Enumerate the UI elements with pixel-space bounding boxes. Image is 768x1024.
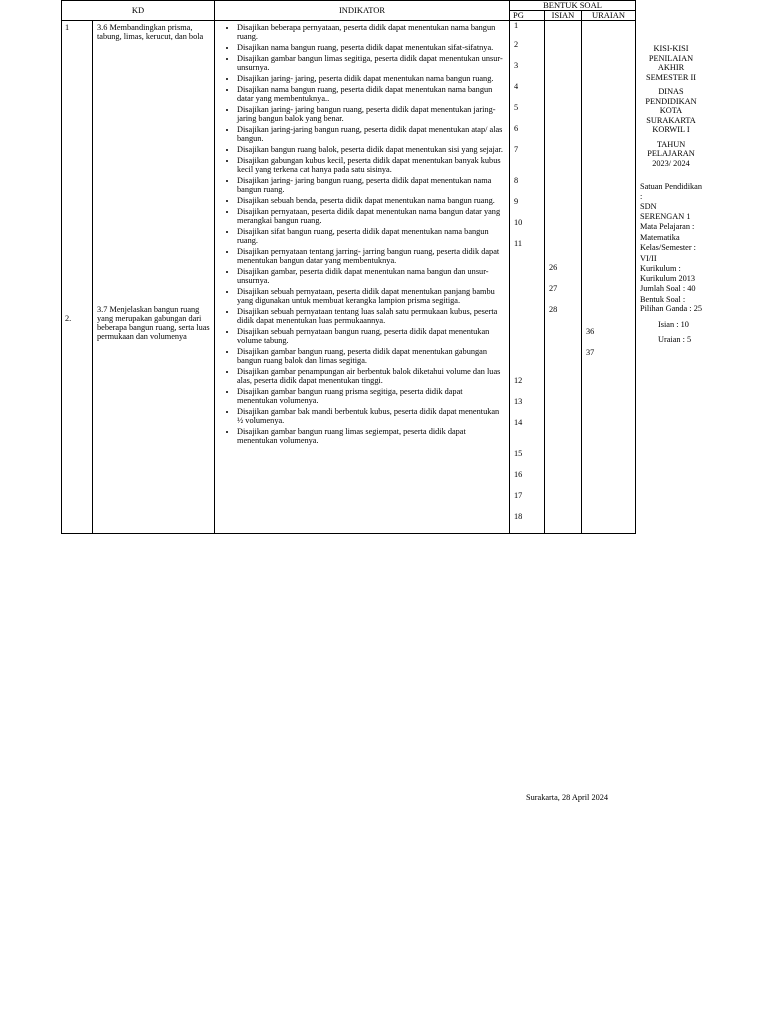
isian-column <box>545 21 582 534</box>
uraian-number: 36 <box>586 327 595 336</box>
signature-place-date: Surakarta, 28 April 2024 <box>526 793 609 802</box>
pg-number: 14 <box>514 418 523 427</box>
pg-number: 12 <box>514 376 523 385</box>
kd-header: KD <box>62 1 215 21</box>
kd-number: 1 <box>65 23 70 32</box>
pg-column <box>510 21 545 534</box>
pg-number: 4 <box>514 82 519 91</box>
document-meta <box>640 182 702 345</box>
indikator-item: • Disajikan gambar bangun ruang prisma segitiga, peserta didik dapat menentukan volumenya. <box>237 387 505 405</box>
meta-line: Isian : 10 <box>658 319 689 329</box>
info-column <box>640 44 702 346</box>
meta-line: SDN SERENGAN 1 <box>640 202 691 221</box>
meta-line: VI/II <box>640 253 657 263</box>
kd-text: 3.7 Menjelaskan bangun ruang yang merupakan gabungan dari beberapa bangun ruang, serta luas permukaan dan volumenya <box>97 305 210 341</box>
meta-line: Jumlah Soal : 40 <box>640 284 696 293</box>
indikator-item: • Disajikan gabungan kubus kecil, peserta didik dapat menentukan banyak kubus kecil yang terkena cat hanya pada satu sisinya. <box>237 156 505 174</box>
indikator-column <box>215 21 510 534</box>
meta-line: Bentuk Soal : Pilihan Ganda : 25 <box>640 294 702 313</box>
pg-number: 8 <box>514 176 519 185</box>
isian-number: 28 <box>549 305 558 314</box>
isian-number: 26 <box>549 263 558 272</box>
indikator-item: • Disajikan jaring- jaring bangun ruang, peserta didik dapat menentukan nama bangun ruang. <box>237 176 505 194</box>
indikator-list <box>219 23 505 445</box>
indikator-item: • Disajikan jaring- jaring bangun ruang, peserta didik dapat menentukan jaring- jaring bangun balok yang benar. <box>237 105 505 123</box>
pg-number: 18 <box>514 512 523 521</box>
title-line: DINAS PENDIDIKAN KOTA SURAKARTA KORWIL I <box>645 87 697 134</box>
indikator-item: • Disajikan gambar, peserta didik dapat menentukan nama bangun dan unsur- unsurnya. <box>237 267 505 285</box>
indikator-item: • Disajikan beberapa pernyataan, peserta didik dapat menentukan nama bangun ruang. <box>237 23 505 41</box>
kisi-kisi-table <box>61 0 636 534</box>
uraian-column <box>582 21 636 534</box>
indikator-item: • Disajikan jaring- jaring, peserta didik dapat menentukan nama bangun ruang. <box>237 74 505 83</box>
indikator-item: • Disajikan jaring-jaring bangun ruang, peserta didik dapat menentukan atap/ alas bangun. <box>237 125 505 143</box>
kd-column <box>93 21 215 534</box>
indikator-item: • Disajikan gambar bangun limas segitiga, peserta didik dapat menentukan unsur- unsurnya. <box>237 54 505 72</box>
pg-number: 6 <box>514 124 519 133</box>
indikator-header: INDIKATOR <box>215 1 510 21</box>
pg-number: 2 <box>514 40 519 49</box>
pg-number: 7 <box>514 145 519 154</box>
meta-line: Matematika <box>640 232 680 242</box>
indikator-item: • Disajikan sifat bangun ruang, peserta didik dapat menentukan nama bangun ruang. <box>237 227 505 245</box>
indikator-item: • Disajikan pernyataan tentang jarring- jarring bangun ruang, peserta didik dapat menentukan bangun datar yang membentuknya. <box>237 247 505 265</box>
indikator-item: • Disajikan sebuah pernyataan tentang luas salah satu permukaan kubus, peserta didik dapat menentukan luas permukaannya. <box>237 307 505 325</box>
bentuk-soal-header: BENTUK SOAL <box>510 1 636 11</box>
isian-header: ISIAN <box>545 11 582 21</box>
indikator-item: • Disajikan pernyataan, peserta didik dapat menentukan nama bangun datar yang merangkai bangun ruang. <box>237 207 505 225</box>
meta-line: Kelas/Semester : <box>640 243 696 252</box>
uraian-number: 37 <box>586 348 595 357</box>
meta-line: Mata Pelajaran : <box>640 222 695 231</box>
title-line: KISI-KISI PENILAIAN AKHIR SEMESTER II <box>645 44 696 82</box>
meta-line: Satuan Pendidikan : <box>640 182 702 201</box>
indikator-item: • Disajikan gambar penampungan air berbentuk balok diketahui volume dan luas alas, peserta didik dapat menentukan tinggi. <box>237 367 505 385</box>
no-column <box>62 21 93 534</box>
pg-number: 11 <box>514 239 522 248</box>
pg-number: 10 <box>514 218 523 227</box>
pg-number: 16 <box>514 470 523 479</box>
indikator-item: • Disajikan sebuah benda, peserta didik dapat menentukan nama bangun ruang. <box>237 196 505 205</box>
kd-number: 2. <box>65 314 72 323</box>
title-line: TAHUN PELAJARAN 2023/ 2024 <box>647 139 695 168</box>
indikator-item: • Disajikan sebuah pernyataan bangun ruang, peserta didik dapat menentukan volume tabung. <box>237 327 505 345</box>
pg-number: 1 <box>514 21 519 30</box>
indikator-item: • Disajikan gambar bangun ruang limas segiempat, peserta didik dapat menentukan volumenya. <box>237 427 505 445</box>
pg-number: 15 <box>514 449 523 458</box>
uraian-header: URAIAN <box>582 11 636 21</box>
indikator-item: • Disajikan gambar bak mandi berbentuk kubus, peserta didik dapat menentukan ½ volumenya. <box>237 407 505 425</box>
indikator-item: • Disajikan bangun ruang balok, peserta didik dapat menentukan sisi yang sejajar. <box>237 145 505 154</box>
indikator-item: • Disajikan nama bangun ruang, peserta didik dapat menentukan sifat-sifatnya. <box>237 43 505 52</box>
document-title <box>640 44 702 168</box>
pg-number: 3 <box>514 61 519 70</box>
pg-number: 5 <box>514 103 519 112</box>
indikator-item: • Disajikan gambar bangun ruang, peserta didik dapat menentukan gabungan bangun ruang balok dan limas segitiga. <box>237 347 505 365</box>
pg-number: 9 <box>514 197 519 206</box>
kd-text: 3.6 Membandingkan prisma, tabung, limas, kerucut, dan bola <box>97 23 204 41</box>
pg-number: 13 <box>514 397 523 406</box>
isian-number: 27 <box>549 284 558 293</box>
pg-header: PG <box>510 11 545 21</box>
meta-line: Kurikulum : Kurikulum 2013 <box>640 264 696 283</box>
indikator-item: • Disajikan sebuah pernyataan, peserta didik dapat menentukan panjang bambu yang digunakan untuk membuat kerangka lampion prisma segitiga. <box>237 287 505 305</box>
pg-number: 17 <box>514 491 523 500</box>
meta-line: Uraian : 5 <box>658 335 692 344</box>
indikator-item: • Disajikan nama bangun ruang, peserta didik dapat menentukan nama bangun datar yang membentuknya.. <box>237 85 505 103</box>
